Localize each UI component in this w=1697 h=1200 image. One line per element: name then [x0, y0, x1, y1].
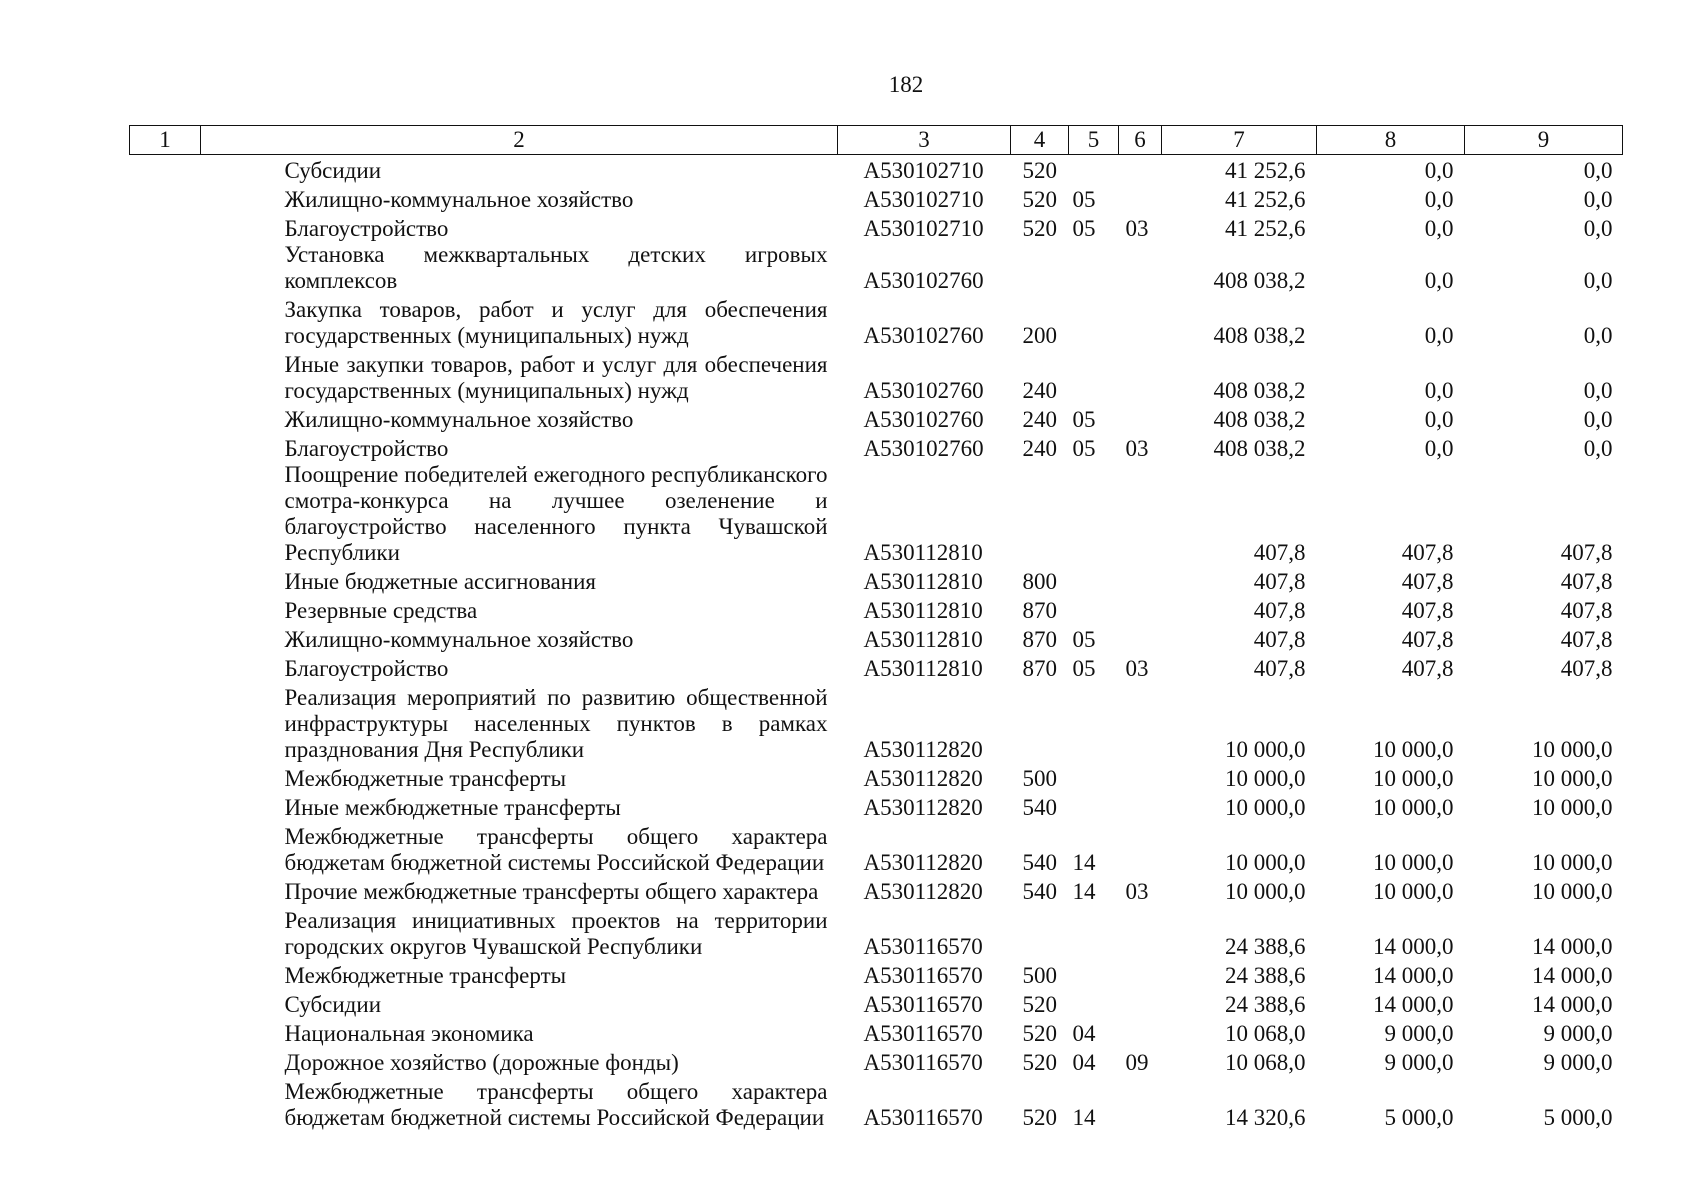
row-value-7: 14 320,6: [1225, 1105, 1306, 1130]
column-header: 2: [201, 126, 838, 155]
row-code: А530102710: [863, 187, 984, 212]
row-num-cell: [130, 989, 201, 1018]
row-value-7: 10 068,0: [1225, 1021, 1306, 1046]
row-col5: [1069, 242, 1119, 294]
row-name: Иные закупки товаров, работ и услуг для обеспечения государственных (муниципальных) нужд: [284, 352, 828, 403]
table-row: [130, 989, 1623, 1018]
row-value-8: 10 000,0: [1373, 850, 1454, 875]
row-col5: 04: [1072, 1050, 1096, 1075]
row-col5: 05: [1072, 656, 1096, 681]
row-value-9: 0,0: [1583, 268, 1613, 293]
row-value-7: 10 000,0: [1225, 737, 1306, 762]
row-value-7: 408 038,2: [1213, 436, 1306, 461]
row-code: А530112810: [863, 569, 983, 594]
row-value-9: 10 000,0: [1532, 737, 1613, 762]
row-col6: [1119, 349, 1162, 404]
table-row: [130, 960, 1623, 989]
row-value-8: 0,0: [1424, 187, 1454, 212]
row-col4: [1011, 242, 1069, 294]
row-name: Межбюджетные трансферты: [284, 963, 567, 988]
row-col4: 520: [1022, 216, 1057, 241]
row-name: Жилищно-коммунальное хозяйство: [284, 187, 634, 212]
row-name: Субсидии: [284, 158, 382, 183]
row-value-7: 407,8: [1253, 598, 1306, 623]
row-col5: [1069, 294, 1119, 349]
row-value-9: 9 000,0: [1543, 1021, 1613, 1046]
row-value-8: 0,0: [1424, 158, 1454, 183]
row-num-cell: [130, 763, 201, 792]
row-value-8: 407,8: [1401, 656, 1454, 681]
row-value-7: 41 252,6: [1225, 187, 1306, 212]
row-col6: [1119, 294, 1162, 349]
row-num-cell: [130, 624, 201, 653]
row-name: Субсидии: [284, 992, 382, 1017]
row-value-9: 10 000,0: [1532, 795, 1613, 820]
row-value-9: 0,0: [1583, 187, 1613, 212]
row-col4: 870: [1022, 598, 1057, 623]
row-value-9: 10 000,0: [1532, 766, 1613, 791]
row-num-cell: [130, 595, 201, 624]
row-code: А530112820: [863, 737, 983, 762]
row-num-cell: [130, 566, 201, 595]
row-col5: 14: [1072, 1105, 1096, 1130]
row-value-8: 0,0: [1424, 436, 1454, 461]
row-value-9: 407,8: [1560, 598, 1613, 623]
table-row: [130, 682, 1623, 763]
row-code: А530112810: [863, 540, 983, 565]
row-num-cell: [130, 294, 201, 349]
row-value-8: 10 000,0: [1373, 795, 1454, 820]
row-col4: [1011, 682, 1069, 763]
row-name: Установка межквартальных детских игровых комплексов: [284, 242, 828, 293]
row-value-7: 24 388,6: [1225, 992, 1306, 1017]
row-value-7: 407,8: [1253, 569, 1306, 594]
row-col6: 03: [1125, 879, 1149, 904]
row-name: Дорожное хозяйство (дорожные фонды): [284, 1050, 679, 1075]
table-row: [130, 155, 1623, 185]
row-value-7: 10 000,0: [1225, 850, 1306, 875]
row-col4: 540: [1022, 850, 1057, 875]
row-value-7: 407,8: [1253, 540, 1306, 565]
row-value-7: 408 038,2: [1213, 323, 1306, 348]
row-value-8: 0,0: [1424, 268, 1454, 293]
row-value-8: 0,0: [1424, 216, 1454, 241]
row-name: Жилищно-коммунальное хозяйство: [284, 407, 634, 432]
row-name: Поощрение победителей ежегодного республиканского смотра-конкурса на лучшее озеленение и благоустройство населенного пункта Чувашской Республики: [284, 462, 828, 565]
row-col4: 800: [1022, 569, 1057, 594]
row-value-7: 408 038,2: [1213, 407, 1306, 432]
row-name: Межбюджетные трансферты общего характера бюджетам бюджетной системы Российской Федерации: [284, 824, 828, 875]
row-value-8: 14 000,0: [1373, 934, 1454, 959]
row-col4: 500: [1022, 766, 1057, 791]
row-name: Благоустройство: [284, 656, 449, 681]
row-value-7: 41 252,6: [1225, 158, 1306, 183]
column-header: 5: [1069, 126, 1119, 155]
table-row: [130, 821, 1623, 876]
row-value-8: 407,8: [1401, 598, 1454, 623]
row-num-cell: [130, 462, 201, 566]
row-value-9: 0,0: [1583, 378, 1613, 403]
row-num-cell: [130, 1018, 201, 1047]
row-name: Благоустройство: [284, 216, 449, 241]
column-header: 8: [1317, 126, 1465, 155]
row-value-9: 0,0: [1583, 323, 1613, 348]
row-num-cell: [130, 905, 201, 960]
row-col4: 540: [1022, 879, 1057, 904]
row-col5: 14: [1072, 850, 1096, 875]
row-value-9: 0,0: [1583, 407, 1613, 432]
row-col5: 05: [1072, 436, 1096, 461]
row-col6: [1119, 155, 1162, 185]
table-row: [130, 653, 1623, 682]
row-value-9: 14 000,0: [1532, 992, 1613, 1017]
row-value-7: 24 388,6: [1225, 963, 1306, 988]
row-col4: 540: [1022, 795, 1057, 820]
row-col6: [1119, 595, 1162, 624]
row-value-8: 10 000,0: [1373, 879, 1454, 904]
row-col5: 04: [1072, 1021, 1096, 1046]
column-header: 9: [1465, 126, 1623, 155]
row-value-8: 10 000,0: [1373, 766, 1454, 791]
row-code: А530112810: [863, 627, 983, 652]
row-col5: 05: [1072, 627, 1096, 652]
table-row: [130, 213, 1623, 242]
row-value-7: 407,8: [1253, 627, 1306, 652]
row-value-8: 0,0: [1424, 407, 1454, 432]
row-num-cell: [130, 404, 201, 433]
row-col5: 05: [1072, 187, 1096, 212]
column-header: 3: [838, 126, 1011, 155]
row-num-cell: [130, 433, 201, 462]
row-value-8: 407,8: [1401, 540, 1454, 565]
row-col6: [1119, 404, 1162, 433]
row-col6: [1119, 184, 1162, 213]
row-col5: [1069, 989, 1119, 1018]
row-code: А530116570: [863, 1105, 983, 1130]
row-name: Межбюджетные трансферты общего характера бюджетам бюджетной системы Российской Федерации: [284, 1079, 828, 1130]
row-value-8: 14 000,0: [1373, 963, 1454, 988]
row-code: А530116570: [863, 963, 983, 988]
row-code: А530112820: [863, 795, 983, 820]
table-row: [130, 404, 1623, 433]
row-code: А530112810: [863, 598, 983, 623]
table-row: [130, 1076, 1623, 1131]
row-col6: 09: [1125, 1050, 1149, 1075]
column-header: 6: [1119, 126, 1162, 155]
row-col5: [1069, 682, 1119, 763]
row-value-8: 9 000,0: [1384, 1021, 1454, 1046]
row-col6: 03: [1125, 436, 1149, 461]
row-col5: 05: [1072, 407, 1096, 432]
row-col5: 05: [1072, 216, 1096, 241]
row-col4: 870: [1022, 656, 1057, 681]
row-value-8: 0,0: [1424, 378, 1454, 403]
row-value-7: 10 000,0: [1225, 879, 1306, 904]
table-row: [130, 595, 1623, 624]
row-value-9: 0,0: [1583, 158, 1613, 183]
row-value-8: 9 000,0: [1384, 1050, 1454, 1075]
row-col4: 520: [1022, 158, 1057, 183]
row-name: Реализация мероприятий по развитию общественной инфраструктуры населенных пунктов в рамках празднования Дня Республики: [284, 685, 828, 762]
table-row: [130, 876, 1623, 905]
table-row: [130, 462, 1623, 566]
row-col6: [1119, 566, 1162, 595]
row-col5: [1069, 763, 1119, 792]
table-header-row: [130, 126, 1623, 155]
row-value-7: 24 388,6: [1225, 934, 1306, 959]
row-col6: 03: [1125, 656, 1149, 681]
row-code: А530102760: [863, 436, 984, 461]
row-code: А530116570: [863, 992, 983, 1017]
row-col6: [1119, 242, 1162, 294]
row-num-cell: [130, 1047, 201, 1076]
row-col5: [1069, 462, 1119, 566]
row-num-cell: [130, 821, 201, 876]
table-row: [130, 1047, 1623, 1076]
table-row: [130, 184, 1623, 213]
row-value-8: 407,8: [1401, 569, 1454, 594]
row-col5: [1069, 566, 1119, 595]
row-col4: 520: [1022, 1021, 1057, 1046]
row-value-7: 10 000,0: [1225, 766, 1306, 791]
row-col5: [1069, 792, 1119, 821]
row-name: Реализация инициативных проектов на территории городских округов Чувашской Республики: [284, 908, 828, 959]
table-row: [130, 294, 1623, 349]
row-col5: [1069, 905, 1119, 960]
row-col4: 520: [1022, 1105, 1057, 1130]
row-value-9: 5 000,0: [1543, 1105, 1613, 1130]
row-code: А530102760: [863, 407, 984, 432]
row-num-cell: [130, 349, 201, 404]
row-name: Межбюджетные трансферты: [284, 766, 567, 791]
row-value-8: 407,8: [1401, 627, 1454, 652]
row-code: А530116570: [863, 934, 983, 959]
column-header: 7: [1162, 126, 1317, 155]
table-row: [130, 905, 1623, 960]
row-num-cell: [130, 1076, 201, 1131]
row-code: А530112820: [863, 879, 983, 904]
row-col6: [1119, 462, 1162, 566]
row-value-7: 41 252,6: [1225, 216, 1306, 241]
row-value-7: 407,8: [1253, 656, 1306, 681]
budget-table: [129, 125, 1623, 1131]
row-value-8: 0,0: [1424, 323, 1454, 348]
table-row: [130, 1018, 1623, 1047]
row-value-9: 407,8: [1560, 569, 1613, 594]
table-row: [130, 242, 1623, 294]
row-col4: 520: [1022, 187, 1057, 212]
row-col5: 14: [1072, 879, 1096, 904]
row-col4: 520: [1022, 992, 1057, 1017]
row-col4: [1011, 905, 1069, 960]
row-code: А530112820: [863, 850, 983, 875]
row-name: Резервные средства: [284, 598, 478, 623]
row-col6: [1119, 821, 1162, 876]
row-col5: [1069, 155, 1119, 185]
row-col4: 870: [1022, 627, 1057, 652]
row-code: А530116570: [863, 1050, 983, 1075]
row-code: А530102710: [863, 158, 984, 183]
row-value-9: 10 000,0: [1532, 879, 1613, 904]
table-row: [130, 566, 1623, 595]
row-value-9: 10 000,0: [1532, 850, 1613, 875]
table-row: [130, 763, 1623, 792]
row-code: А530102760: [863, 323, 984, 348]
table-row: [130, 349, 1623, 404]
row-col6: 03: [1125, 216, 1149, 241]
row-col6: [1119, 624, 1162, 653]
row-num-cell: [130, 213, 201, 242]
row-code: А530112820: [863, 766, 983, 791]
row-value-7: 10 068,0: [1225, 1050, 1306, 1075]
row-value-9: 407,8: [1560, 656, 1613, 681]
row-col4: 240: [1022, 407, 1057, 432]
row-value-9: 407,8: [1560, 627, 1613, 652]
table-row: [130, 624, 1623, 653]
row-code: А530116570: [863, 1021, 983, 1046]
row-col4: [1011, 462, 1069, 566]
row-col6: [1119, 792, 1162, 821]
row-name: Прочие межбюджетные трансферты общего характера: [284, 879, 819, 904]
row-col4: 240: [1022, 378, 1057, 403]
row-value-9: 14 000,0: [1532, 963, 1613, 988]
row-num-cell: [130, 184, 201, 213]
row-value-8: 14 000,0: [1373, 992, 1454, 1017]
row-value-7: 408 038,2: [1213, 378, 1306, 403]
row-num-cell: [130, 653, 201, 682]
row-col6: [1119, 989, 1162, 1018]
row-col6: [1119, 905, 1162, 960]
row-name: Жилищно-коммунальное хозяйство: [284, 627, 634, 652]
row-code: А530102710: [863, 216, 984, 241]
row-name: Иные межбюджетные трансферты: [284, 795, 621, 820]
row-value-7: 408 038,2: [1213, 268, 1306, 293]
row-col6: [1119, 1018, 1162, 1047]
row-col4: 240: [1022, 436, 1057, 461]
column-header: 1: [130, 126, 201, 155]
row-col5: [1069, 349, 1119, 404]
row-value-9: 0,0: [1583, 216, 1613, 241]
row-num-cell: [130, 242, 201, 294]
row-name: Благоустройство: [284, 436, 449, 461]
row-num-cell: [130, 876, 201, 905]
row-code: А530102760: [863, 268, 984, 293]
page-number: 182: [888, 72, 924, 97]
row-value-9: 9 000,0: [1543, 1050, 1613, 1075]
row-value-8: 5 000,0: [1384, 1105, 1454, 1130]
row-col5: [1069, 960, 1119, 989]
row-col4: 520: [1022, 1050, 1057, 1075]
row-col5: [1069, 595, 1119, 624]
row-col6: [1119, 763, 1162, 792]
row-name: Национальная экономика: [284, 1021, 534, 1046]
row-name: Иные бюджетные ассигнования: [284, 569, 596, 594]
column-header: 4: [1011, 126, 1069, 155]
row-num-cell: [130, 682, 201, 763]
row-name: Закупка товаров, работ и услуг для обеспечения государственных (муниципальных) нужд: [284, 297, 828, 348]
table-row: [130, 433, 1623, 462]
row-num-cell: [130, 155, 201, 185]
row-num-cell: [130, 960, 201, 989]
row-col4: 500: [1022, 963, 1057, 988]
table-row: [130, 792, 1623, 821]
row-col6: [1119, 1076, 1162, 1131]
row-value-9: 0,0: [1583, 436, 1613, 461]
row-value-9: 14 000,0: [1532, 934, 1613, 959]
row-value-7: 10 000,0: [1225, 795, 1306, 820]
row-code: А530112810: [863, 656, 983, 681]
row-value-9: 407,8: [1560, 540, 1613, 565]
row-col4: 200: [1022, 323, 1057, 348]
row-col6: [1119, 682, 1162, 763]
row-num-cell: [130, 792, 201, 821]
row-value-8: 10 000,0: [1373, 737, 1454, 762]
row-code: А530102760: [863, 378, 984, 403]
row-col6: [1119, 960, 1162, 989]
